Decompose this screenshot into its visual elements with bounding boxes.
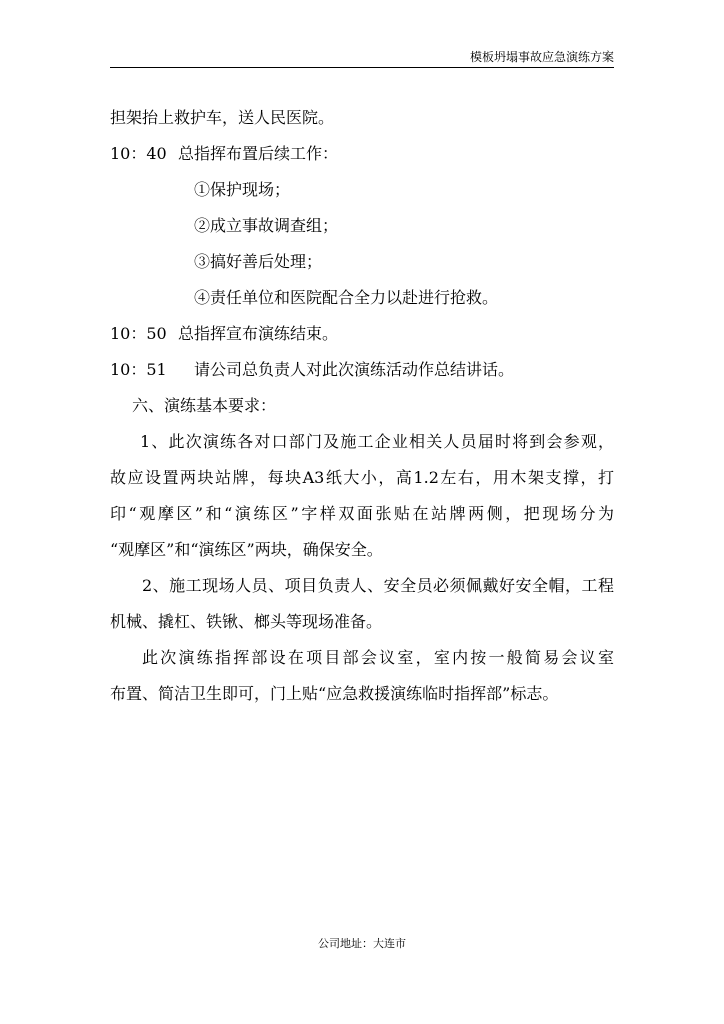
task-item: ④责任单位和医院配合全力以赴进行抢救。 [194,288,499,307]
requirement-2-line: 机械、撬杠、铁锹、榔头等现场准备。 [110,612,383,631]
schedule-time: 10：40 [110,144,167,163]
page-footer-address: 公司地址：大连市 [318,937,406,950]
schedule-text: 请公司总负责人对此次演练活动作总结讲话。 [194,360,515,379]
schedule-item-1040 [110,136,614,172]
task-item: ②成立事故调查组； [194,216,339,235]
requirement-2-line: 2、施工现场人员、项目负责人、安全员必须佩戴好安全帽，工程 [142,576,614,595]
requirement-1-line: “观摩区”和“演练区”两块，确保安全。 [110,540,383,559]
schedule-time: 10：51 [110,360,167,379]
task-item: ①保护现场； [194,180,291,199]
closing-paragraph-line: 此次演练指挥部设在项目部会议室，室内按一般简易会议室 [142,648,614,667]
requirement-1-line: 故应设置两块站牌，每块A3纸大小，高1.2左右，用木架支撑，打 [110,468,614,487]
schedule-item-1050 [110,316,614,352]
schedule-text: 总指挥布置后续工作： [178,144,339,163]
document-body [110,100,614,712]
schedule-text: 总指挥宣布演练结束。 [178,324,339,343]
closing-paragraph-line: 布置、简洁卫生即可，门上贴“应急救援演练临时指挥部”标志。 [110,684,559,703]
section-heading: 六、演练基本要求： [132,396,277,415]
schedule-item-1051 [110,352,614,388]
header-divider [110,67,614,68]
requirement-1-line: 印“观摩区”和“演练区”字样双面张贴在站牌两侧，把现场分为 [110,504,614,523]
schedule-time: 10：50 [110,324,167,343]
continuation-line: 担架抬上救护车，送人民医院。 [110,108,335,127]
requirement-1-line: 1、此次演练各对口部门及施工企业相关人员届时将到会参观， [140,432,614,451]
task-item: ③搞好善后处理； [194,252,323,271]
page-header-title: 模板坍塌事故应急演练方案 [469,50,614,64]
